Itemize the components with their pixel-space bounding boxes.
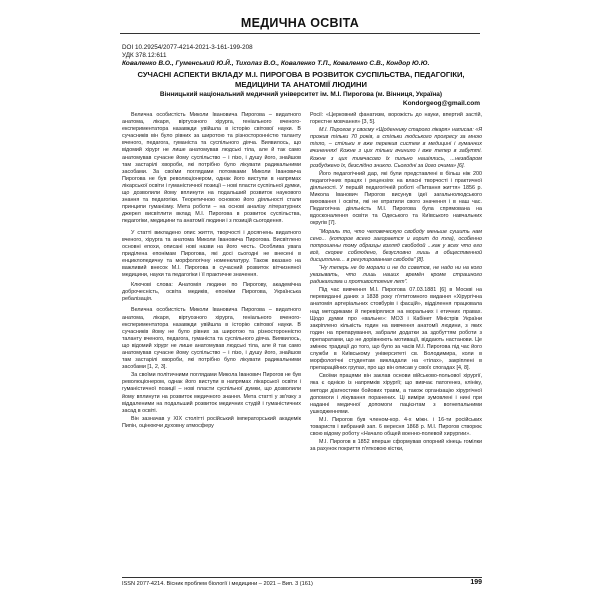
body-paragraph: Під час вивчення М.І. Пирогова 07.03.1881 [6] в Москві на перевиданні даних з 1838 року п'ятитомного видання «Хірургічна анатомія артеріальних стовбурів і фасцій», відділення працювала над методиками й перевірялися на моральних і етичних правах. Щодо думки про «вальне»: МОЗ і Кабінет Міністрів України закріплено кількість годин на вивчення анатомії людини, з яких годин на препарування, забрали додатки за здобуттям роботи з препаратами, що не дорівнюють мотивації, віддають настанови. Це змінює традиції до того, що було за часів М.І. Пирогова під час його служби в Київському університеті св. Володимира, коли в морфологічні студентам викладали на «тілах», закріплені в препараційних групах, про що він описав у своїх спогадах [4, 8]. bbox=[310, 287, 482, 372]
doi: DOI 10.29254/2077-4214-2021-3-161-199-208 bbox=[122, 44, 253, 51]
keywords: Ключові слова: Анатомія людини по Пирогову, академічна доброчесність, освіта медиків, епоніми Пирогова, Українська ребалізація. bbox=[122, 282, 301, 303]
page-footer bbox=[122, 577, 482, 589]
body-paragraph: М.І. Пирогов в 1852 вперше сформував опорний кінець гомілки за рахунок покриття п'ятковою кістки, bbox=[310, 439, 482, 453]
body-paragraph: Своїми працями він заклав основи військово-польової хірургії, яка є однією із напрямків хірургії; що вивчає патогенез, клініку, методи діагностики бойових травм, а також організацію хірургічної допомоги і лікування поранених. Ці виміри зумовлені і нині при наданні медичної допомоги пацієнтам з вогнепальними ушкодженнями. bbox=[310, 373, 482, 415]
abstract-paragraph: Велична особистість Миколи Івановича Пирогова – видатного анатома, лікаря, віртуозного хірурга, геніального вченого-експериментатора назавжди увійшла в історію світової науки. В сучасників він було рівних за широтою та різносторонністю таланту вченого, педагога, гуманіста та суспільного діяча. Виявилось, що відомий хірург не лише анатомував людські тіла, але й так само анатомував сучасне йому суспільство – і пізо, і душу його, знайшов там застарілі хвороби, які потрібно було лікувати радикальними засобами. За своїми поглядами потомками Миколи Івановича Пирогова не був революціонером, однак його виступи в напрямах лікарської освіти і гуманістичної позиції – нові пласти суспільної думки, що дозволили йому вплинути на подальший розвиток наукового знання та педагогіки. Теоретичною основою його діяльності стали принципи гуманізму. Мета роботи – на основі аналізу літературних джерел висвітлити вклад М.І. Пирогова в розвиток суспільства, педагогіки, медицини та анатомії людини і з позицій сьогодення. bbox=[122, 112, 301, 225]
section-header bbox=[120, 14, 480, 34]
body-paragraph: Його педагогічний дар, які були представлені в більш ніж 200 педагогічних працях і рецензіях на власні творчості і практичної діяльності. У першій педагогічній роботі «Питання життя» 1856 р. Микола Іванович Пирогов висунув ідеї загальнолюдського виховання і освіти, які не втратили свого значення і в наш час. Педагогічна діяльність М.І. Пирогова була спрямована на вдосконалення освіти та Одеського та Київського навчальних округів [7]. bbox=[310, 170, 482, 227]
right-column bbox=[310, 112, 482, 454]
quote-paragraph: М.І. Пирогов у своєму «Щоденнику старого лікаря» написав: «Я прожив тільки 70 років, а стільки людського прогресу за мною тіхло, – стільки я вже пережив систем в медицині і гуманних вчиненнях! Кожне з цих тільки вчинило і вже тепер в забутті. Кожне з цих тимчасово їх пильно нашіялись, ...незабаром розбуджено їх, безслідно зникло. Сьогодні за його очима» [6]. bbox=[310, 127, 482, 169]
abstract-paragraph: У статті викладено опис життя, творчості і досягнень видатного вченого, хірурга та анатома Миколи Івановича Пирогова. Висвітлено основні епохи, описані нові назви на його честь. Особлива увага приділена епонімам Пирогова, які досі сьогодні не внесені в енциклопедичну та морфологічну номенклатуру. Також вказано на важливий внесок М.І. Пирогова в сучасний розвиток вітчизняної медицини, науки та педагогіки і її практичне значення. bbox=[122, 229, 301, 279]
section-title: МЕДИЧНА ОСВІТА bbox=[240, 16, 360, 30]
left-column bbox=[122, 112, 301, 431]
body-paragraph: Росії: «Церковний фанатизм, ворожість до науки, впертий застій, горестне мовчання» [3, 5]. bbox=[310, 112, 482, 126]
affiliation: Вінницький національний медичний університет ім. М.І. Пирогова (м. Вінниця, Україна) bbox=[159, 91, 443, 98]
body-paragraph: Велична особистість Миколи Івановича Пирогова – видатного анатома, лікаря, віртуозного хірурга, геніального вченого-експериментатора назавжди увійшла в історію світової науки. В сучасників йому не було рівних за широтою та різносторонністю таланту вченого, педагога, гуманіста та суспільного діяча. Виявилось, що відомий хірург не лише анатомував людські тіла, але й так само анатомував сучасне йому суспільство – і пізо, і душу його, знайшов там застарілі хвороби, які потрібно було лікувати радикальними засобами [1, 2, 3]. bbox=[122, 307, 301, 371]
body-paragraph: Він зазначав у XIX столітті російський імператорський академік Пипін, оцінюючи духовну атмосферу bbox=[122, 415, 301, 429]
author-email: Kondorgeog@gmail.com bbox=[402, 100, 480, 107]
body-paragraph: М.І. Пирогов був членом-кор. 4-х міжн. і 16-ти російських товариств і вибраний зап. 6 вересня 1868 р. М.І. Пирогов створює свою відому роботу «Начало общей военно-полевой хирургии». bbox=[310, 416, 482, 438]
quote-paragraph: “Мораль то, что человеческую свободу меньше сушить нам сено... (которое всего загорается и горит до тла), особенно потрошены тому образцы взгляд свободой ...как у всех что его всё, скорее соблюдено, безусловно лишь в общественной дисциплина… в регулированная свобода” [8]. bbox=[310, 228, 482, 263]
quote-paragraph: “Ну теперь не до морали и не до советов, не надо ни на кого указывать, что лишь наших времён кроме страшного радикализма и противостояния лет”. bbox=[310, 264, 482, 286]
journal-citation: ISSN 2077-4214. Вісник проблем біології і медицини – 2021 – Вип. 3 (161) bbox=[122, 581, 313, 587]
page-number: 199 bbox=[470, 579, 482, 586]
article-title: СУЧАСНІ АСПЕКТИ ВКЛАДУ М.І. ПИРОГОВА В РОЗВИТОК СУСПІЛЬСТВА, ПЕДАГОГІКИ, МЕДИЦИНИ ТА АНАТОМІЇ ЛЮДИНИ bbox=[137, 70, 465, 89]
authors: Коваленко В.О., Гуменський Ю.Й., Тихолаз В.О., Коваленко Т.П., Коваленко С.В., Кондор Ю.Ю. bbox=[122, 60, 430, 67]
body-paragraph: За своїми політичними поглядами Микола Іванович Пирогов не був революціонером, однак його виступи в напрямах лікарської освіти і гуманістичної позиції – нові пласти суспільної думки, що дозволили йому вплинути на розвиток медичного знання. Мета статті у зв'язку з віддаленими на подальший розвиток медичних студій і гуманістичних засад в освіті. bbox=[122, 372, 301, 414]
udc: УДК 378.12:611 bbox=[122, 52, 167, 59]
